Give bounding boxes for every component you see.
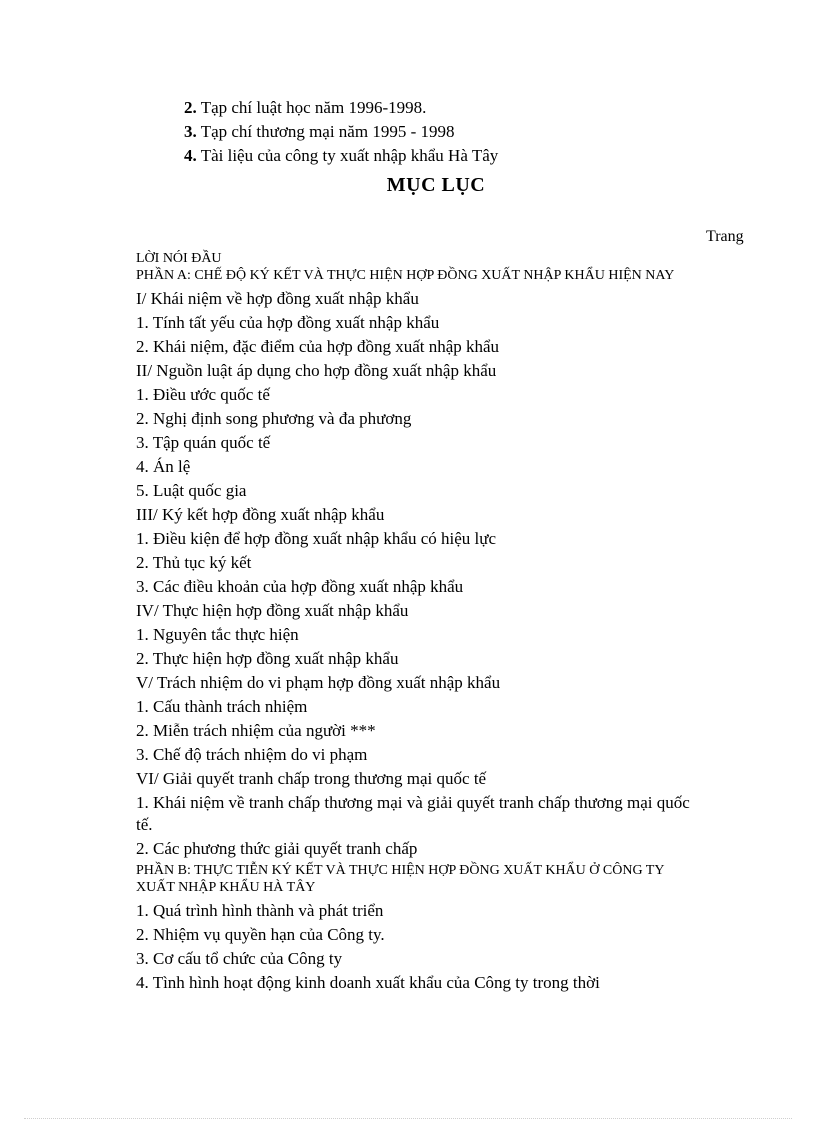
reference-item (184, 144, 498, 168)
toc-entry: 1. Nguyên tắc thực hiện (136, 625, 299, 644)
toc-entry: 2. Nhiệm vụ quyền hạn của Công ty. (136, 925, 385, 944)
toc-entry: II/ Nguồn luật áp dụng cho hợp đồng xuất nhập khẩu (136, 361, 497, 380)
toc-entry: 2. Khái niệm, đặc điểm của hợp đồng xuất nhập khẩu (136, 337, 500, 356)
reference-item (184, 96, 498, 120)
toc-part-heading: PHẦN A: CHẾ ĐỘ KÝ KẾT VÀ THỰC HIỆN HỢP ĐỒNG XUẤT NHẬP KHẨU HIỆN NAY (136, 268, 675, 283)
reference-number: 2. (184, 98, 197, 117)
toc-entry: I/ Khái niệm về hợp đồng xuất nhập khẩu (136, 289, 419, 308)
toc-entry: VI/ Giải quyết tranh chấp trong thương mại quốc tế (136, 769, 487, 788)
toc-entry: 3. Cơ cấu tổ chức của Công ty (136, 949, 343, 968)
toc-part-heading: PHẦN B: THỰC TIỄN KÝ KẾT VÀ THỰC HIỆN HỢP ĐỒNG XUẤT KHẨU Ở CÔNG TY XUẤT NHẬP KHẨU HÀ TÂY (136, 863, 664, 895)
toc-entry: 1. Điều kiện để hợp đồng xuất nhập khẩu có hiệu lực (136, 529, 497, 548)
toc-title: MỤC LỤC (386, 174, 486, 196)
toc-entry: III/ Ký kết hợp đồng xuất nhập khẩu (136, 505, 385, 524)
reference-number: 3. (184, 122, 197, 141)
toc-entry: 4. Án lệ (136, 457, 191, 476)
toc-entry: 2. Nghị định song phương và đa phương (136, 409, 412, 428)
toc-entry: IV/ Thực hiện hợp đồng xuất nhập khẩu (136, 601, 409, 620)
toc-entry: 1. Điều ước quốc tế (136, 385, 270, 404)
toc-entry: V/ Trách nhiệm do vi phạm hợp đồng xuất nhập khẩu (136, 673, 501, 692)
toc-entry: 1. Tính tất yếu của hợp đồng xuất nhập khẩu (136, 313, 440, 332)
reference-text: Tạp chí luật học năm 1996-1998. (196, 98, 427, 117)
toc-entry: 2. Các phương thức giải quyết tranh chấp (136, 839, 418, 858)
toc-entry: 4. Tình hình hoạt động kinh doanh xuất khẩu của Công ty trong thời (136, 973, 600, 992)
toc-entry: 1. Cấu thành trách nhiệm (136, 697, 308, 716)
toc-part-heading: LỜI NÓI ĐẦU (136, 251, 222, 266)
reference-list (184, 96, 498, 168)
toc-entry: 2. Miễn trách nhiệm của người *** (136, 721, 376, 740)
toc-entry: 3. Các điều khoản của hợp đồng xuất nhập khẩu (136, 577, 464, 596)
table-of-contents (136, 250, 696, 996)
page-column-label: Trang (706, 228, 744, 245)
reference-number: 4. (184, 146, 197, 165)
toc-entry: 5. Luật quốc gia (136, 481, 247, 500)
reference-item (184, 120, 498, 144)
toc-entry: 3. Tập quán quốc tế (136, 433, 271, 452)
toc-entry: 2. Thực hiện hợp đồng xuất nhập khẩu (136, 649, 399, 668)
toc-entry: 2. Thủ tục ký kết (136, 553, 252, 572)
reference-text: Tài liệu của công ty xuất nhập khẩu Hà Tây (196, 146, 499, 165)
reference-text: Tạp chí thương mại năm 1995 - 1998 (196, 122, 455, 141)
toc-entry: 3. Chế độ trách nhiệm do vi phạm (136, 745, 368, 764)
toc-entry: 1. Quá trình hình thành và phát triển (136, 901, 384, 920)
page-bottom-divider (24, 1118, 792, 1119)
toc-entry: 1. Khái niệm về tranh chấp thương mại và giải quyết tranh chấp thương mại quốc tế. (136, 793, 690, 834)
